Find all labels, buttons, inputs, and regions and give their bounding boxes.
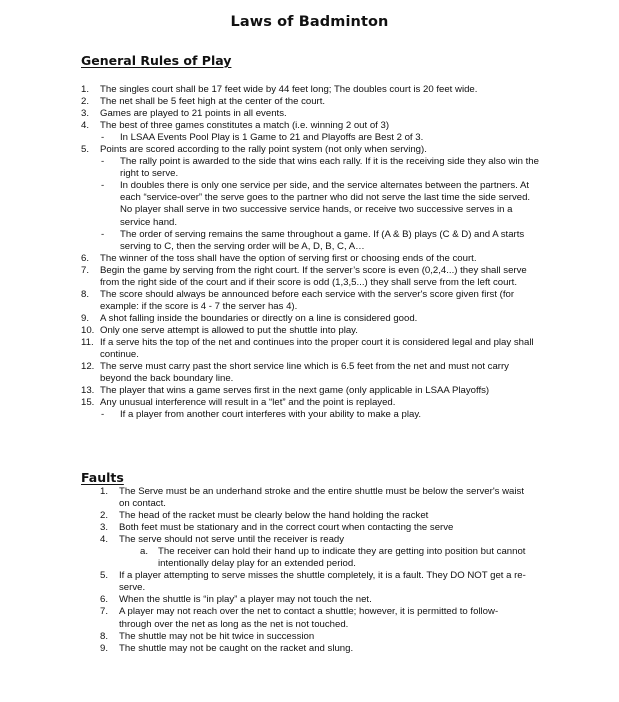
item-number: 8.: [100, 630, 109, 642]
item-text: The receiver can hold their hand up to indicate they are getting into position but cannot intentionally delay play for an extended period.: [158, 546, 526, 570]
list-subitem: [81, 180, 541, 228]
item-number: 13.: [81, 385, 95, 397]
list-item: [81, 361, 541, 385]
list-item: [100, 522, 530, 534]
item-text: When the shuttle is “in play” a player may not touch the net.: [119, 594, 372, 606]
item-number: 6.: [81, 252, 90, 264]
faults-list: [100, 486, 530, 655]
list-item: [81, 108, 541, 120]
item-text: The serve must carry past the short service line which is 6.5 feet from the net and must not carry beyond the back boundary line.: [100, 361, 509, 385]
item-number: 6.: [100, 594, 109, 606]
item-number: 4.: [100, 534, 109, 546]
item-bullet: -: [101, 228, 105, 240]
item-text: The winner of the toss shall have the option of serving first or choosing ends of the court.: [100, 252, 477, 264]
list-subitem: [81, 156, 541, 180]
document-title: Laws of Badminton: [230, 14, 389, 30]
item-number: 12.: [81, 361, 95, 373]
list-item: [100, 643, 530, 655]
item-text: The head of the racket must be clearly below the hand holding the racket: [119, 510, 429, 522]
list-item: [81, 253, 541, 265]
list-item: [100, 631, 530, 643]
item-number: 4.: [81, 120, 90, 132]
item-letter: a.: [140, 546, 149, 558]
item-text: The order of serving remains the same throughout a game. If (A & B) plays (C & D) and A starts serving to C, then the serving order will be A, D, B, C, A…: [120, 228, 525, 252]
list-item: [81, 397, 541, 409]
list-item: [81, 313, 541, 325]
list-item: [81, 385, 541, 397]
item-number: 1.: [100, 486, 109, 497]
item-text: The player that wins a game serves first in the next game (only applicable in LSAA Playoffs): [100, 385, 490, 397]
item-text: A player may not reach over the net to contact a shuttle; however, it is permitted to follow-through over the net as long as the net is not touched.: [119, 606, 499, 630]
item-text: The net shall be 5 feet high at the center of the court.: [100, 96, 326, 108]
list-item: [100, 534, 530, 546]
item-text: The Serve must be an underhand stroke and the entire shuttle must be below the server's waist on contact.: [119, 486, 524, 510]
item-text: Both feet must be stationary and in the correct court when contacting the serve: [119, 522, 454, 534]
item-number: 10.: [81, 324, 95, 336]
item-number: 7.: [100, 606, 109, 618]
item-number: 3.: [100, 522, 109, 534]
item-number: 9.: [81, 312, 90, 324]
item-number: 7.: [81, 264, 90, 276]
list-item: [81, 120, 541, 132]
item-text: The rally point is awarded to the side that wins each rally. If it is the receiving side they also win the right to serve.: [120, 156, 539, 180]
item-number: 8.: [81, 288, 90, 300]
list-item: [100, 486, 530, 510]
item-text: Points are scored according to the rally point system (not only when serving).: [100, 144, 427, 156]
item-number: 2.: [100, 510, 109, 522]
item-number: 5.: [100, 570, 109, 582]
list-item: [81, 337, 541, 361]
list-subitem: [100, 546, 530, 570]
item-text: If a player attempting to serve misses the shuttle completely, it is a fault. They DO NOT get a re-serve.: [119, 570, 526, 594]
list-subitem: [81, 229, 541, 253]
item-number: 2.: [81, 96, 90, 108]
list-item: [100, 570, 530, 594]
list-subitem: [81, 132, 541, 144]
list-item: [100, 606, 530, 630]
list-item: [100, 510, 530, 522]
item-number: 3.: [81, 108, 90, 120]
list-item: [81, 325, 541, 337]
item-bullet: -: [101, 180, 105, 192]
item-text: A shot falling inside the boundaries or directly on a line is considered good.: [100, 312, 418, 324]
item-text: The best of three games constitutes a match (i.e. winning 2 out of 3): [100, 120, 390, 132]
general-rules-list: [81, 84, 541, 421]
item-text: If a player from another court interferes with your ability to make a play.: [120, 409, 422, 421]
item-bullet: -: [101, 132, 105, 144]
item-number: 11.: [81, 336, 94, 348]
list-subitem: [81, 409, 541, 421]
general-rules-heading: General Rules of Play: [81, 53, 232, 68]
faults-heading: Faults: [81, 470, 124, 485]
list-item: [81, 84, 541, 96]
item-text: The singles court shall be 17 feet wide by 44 feet long; The doubles court is 20 feet wide.: [100, 84, 478, 95]
item-text: The shuttle may not be caught on the racket and slung.: [119, 642, 354, 654]
item-text: The serve should not serve until the receiver is ready: [119, 534, 345, 546]
list-item: [81, 289, 541, 313]
item-text: The shuttle may not be hit twice in succession: [119, 630, 315, 642]
item-text: Begin the game by serving from the right court. If the server’s score is even (0,2,4...) they shall serve from the right side of the court and if their score is odd (1,3,5...) they shall serve from the left court.: [100, 264, 527, 288]
item-text: Only one serve attempt is allowed to put the shuttle into play.: [100, 324, 358, 336]
list-item: [81, 96, 541, 108]
item-number: 9.: [100, 642, 109, 654]
item-text: If a serve hits the top of the net and continues into the proper court it is considered legal and play shall continue.: [100, 336, 534, 361]
list-item: [100, 594, 530, 606]
item-number: 15.: [81, 397, 95, 409]
item-text: Games are played to 21 points in all events.: [100, 108, 287, 120]
item-text: The score should always be announced before each service with the server's score given first (for example: if the score is 4 - 7 the server has 4).: [100, 288, 515, 312]
item-text: Any unusual interference will result in a “let” and the point is replayed.: [100, 397, 396, 409]
list-item: [81, 265, 541, 289]
item-bullet: -: [101, 156, 105, 168]
item-number: 5.: [81, 144, 90, 156]
item-text: In doubles there is only one service per side, and the service alternates between the partners. At each “service-over” the serve goes to the partner who did not serve the last time the side served. No player shall serve in two successive service hands, or receive two successive serves in a service hand.: [120, 180, 531, 228]
item-bullet: -: [101, 409, 105, 421]
item-text: In LSAA Events Pool Play is 1 Game to 21 and Playoffs are Best 2 of 3.: [120, 132, 424, 144]
item-number: 1.: [81, 84, 90, 95]
list-item: [81, 144, 541, 156]
